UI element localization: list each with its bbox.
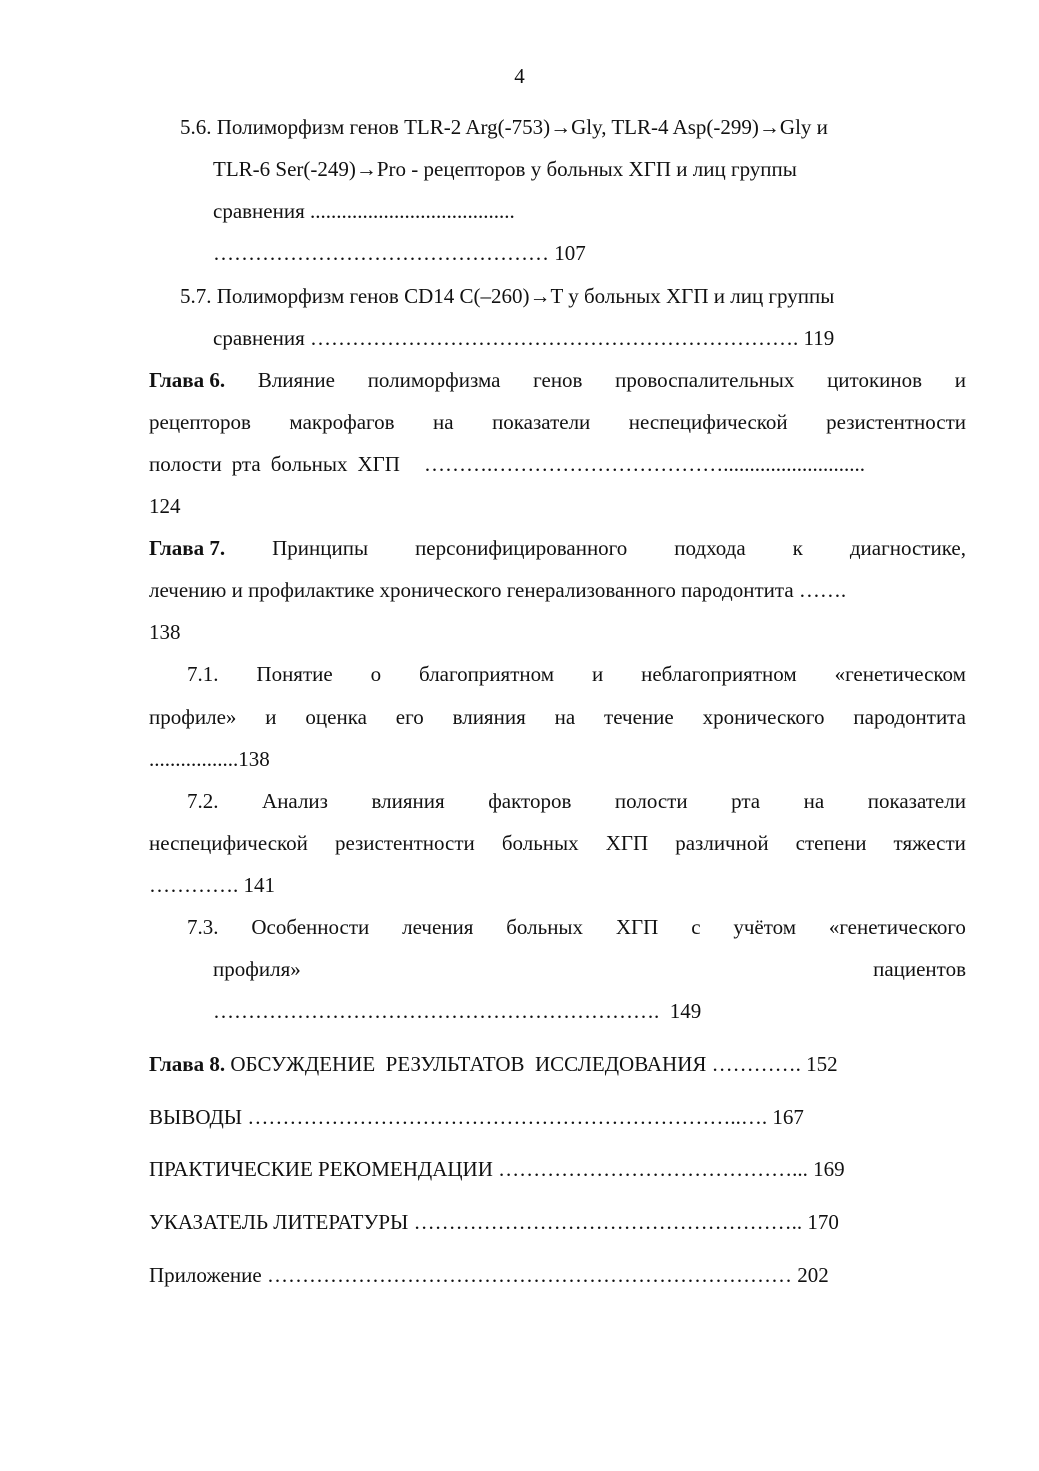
toc-chapter-7-line-1: Глава 7. Принципы персонифицированного подхода к диагностике, [149, 536, 966, 560]
toc-entry-7-1-line-1: 7.1. Понятие о благоприятном и неблагоприятном «генетическом [187, 662, 966, 686]
toc-chapter-7-page: 138 [149, 620, 181, 644]
toc-entry-5-7-line-2: сравнения ……………………………………………………………. 119 [213, 326, 835, 350]
toc-entry-7-1-page: .................138 [149, 747, 270, 771]
toc-chapter-6-line-1: Глава 6. Влияние полиморфизма генов провоспалительных цитокинов и [149, 368, 966, 392]
toc-chapter-6-page: 124 [149, 494, 181, 518]
toc-entry-7-1-line-2: профиле» и оценка его влияния на течение хронического пародонтита [149, 705, 966, 729]
toc-entry-5-6-line-2: TLR-6 Ser(-249)→Pro - рецепторов у больных ХГП и лиц группы [213, 157, 797, 181]
toc-chapter-7-line-2: лечению и профилактике хронического генерализованного пародонтита ……. [149, 578, 847, 602]
toc-conclusions: ВЫВОДЫ ……………………………………………………………..…. 167 [149, 1105, 804, 1129]
chapter-8-title: ОБСУЖДЕНИЕ РЕЗУЛЬТАТОВ ИССЛЕДОВАНИЯ …………. 152 [225, 1052, 838, 1076]
toc-entry-5-6-line-1: 5.6. Полиморфизм генов TLR-2 Arg(-753)→Gly, TLR-4 Asp(-299)→Gly и [180, 115, 828, 139]
toc-entry-7-2-page: …………. 141 [149, 873, 275, 897]
toc-references: УКАЗАТЕЛЬ ЛИТЕРАТУРЫ ……………………………………………….. 170 [149, 1210, 839, 1234]
toc-recommendations: ПРАКТИЧЕСКИЕ РЕКОМЕНДАЦИИ ……………………………………... 169 [149, 1157, 845, 1181]
chapter-8-label: Глава 8. [149, 1052, 226, 1076]
page-number: 4 [514, 64, 525, 88]
toc-entry-7-2-line-2: неспецифической резистентности больных ХГП различной степени тяжести [149, 831, 966, 855]
toc-entry-7-3-page: ………………………………………………………. 149 [213, 999, 702, 1023]
toc-entry-7-3-line-1: 7.3. Особенности лечения больных ХГП с учётом «генетического [187, 915, 966, 939]
toc-chapter-6-line-2: рецепторов макрофагов на показатели неспецифической резистентности [149, 410, 966, 434]
toc-entry-7-2-line-1: 7.2. Анализ влияния факторов полости рта на показатели [187, 789, 966, 813]
toc-entry-7-3-line-2: профиля» пациентов [213, 957, 966, 981]
toc-chapter-6-line-3: полости рта больных ХГП ……….……………………………........................... [149, 452, 865, 476]
toc-appendix: Приложение ………………………………………………………………… 202 [149, 1263, 829, 1287]
toc-chapter-8 [149, 1051, 838, 1077]
chapter-7-label: Глава 7. [149, 536, 226, 560]
toc-entry-5-6-line-4: ………………………………………… 107 [213, 241, 586, 265]
toc-entry-5-6-line-3: сравнения ....................................... [213, 199, 515, 223]
chapter-6-label: Глава 6. [149, 368, 226, 392]
toc-entry-5-7-line-1: 5.7. Полиморфизм генов CD14 C(–260)→T у больных ХГП и лиц группы [180, 284, 835, 308]
